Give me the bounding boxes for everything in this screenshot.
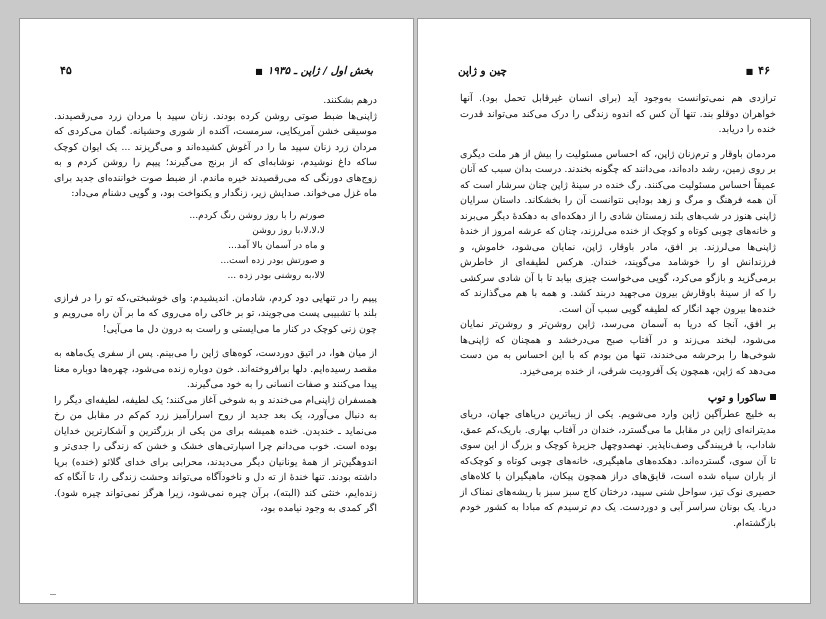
paragraph: مردمان باوقار و ترم‌زنان ژاپن، که احساس مسئولیت را بیش از هر ملت دیگری بر روی زمین، رشد داده‌اند، می‌دانند که چگونه بخندند. درست بدان سبب که آنان عمیقاً احساس مسئولیت می‌کنند. رگ خنده در سینهٔ ژاپن چنان سرشار است که آن همه فرهنگ و مرگ و زهد بودایی نتوانست آن را بخشکاند. داستان سرایان ژاپنی هنوز در شب‌های بلند زمستان شادی را از دهکده‌ای به دهکدهٔ دیگر می‌برند و خانه‌های چوبی کوتاه و کوچک از خنده می‌لرزند، چنان که عرشه امروز از خندهٔ ژاپنی‌ها می‌لرزند. بر افق، مادر باوقار، ژاپن، نمایان می‌شود، خاموش، و فرزندانش او را خوشامد می‌گویند، خندان. هرکس لطیفه‌ای از خاطرش برمی‌گزید و بازگو می‌کرد، گویی می‌خواست چیزی بیابد تا با آن شادی سرکشی را که از سینهٔ باوقارش بیرون می‌جهید دربند کشد. و همه با هم می‌گذارند که خنده‌ها بیرون جهد انگار که لطیفه گویی سبب آن است. xyxy=(460,148,776,315)
separator-icon: ■ xyxy=(255,65,263,76)
right-page-header xyxy=(458,64,770,77)
paragraph: ژاپنی‌ها ضبط صوتی روشن کرده بودند. زنان سپید با مردان زرد می‌رقصیدند. موسیقی خشن آمریکایی، سرمست، آکنده از شوری وحشیانه. گمان می‌کردی که مردان زرد زنان سپید ما را در آغوش کشیده‌اند و می‌گریزند ... یک ایوان کوچک ساکه داغ نوشیدم، نوشابه‌ای که از برنج می‌گیرند؛ پیپم را روشن کردم و به زوج‌های دورنگی که می‌رقصیدند خیره ماندم. از ضبط صوت خواننده‌ای جدید برای ماه غزل می‌خواند. صدایش زیر، زنگدار و یکنواخت بود، و گویی دشنام می‌داد: xyxy=(54,110,377,199)
square-bullet-icon xyxy=(770,394,776,400)
paragraph: به خلیج عطرآگین ژاپن وارد می‌شویم. یکی از زیباترین دریاهای جهان، دریای مدیترانه‌ای ژاپن در مقابل ما می‌گسترد، خندان در آفتاب بهاری. باریک،کم عمق، شاداب، با فریبندگی وصف‌ناپذیر. نهصدوچهل جزیرهٔ کوچک و بزرگ از این سوی تا آن سوی، گسترده‌اند. دهکده‌های ماهیگیری، خانه‌های چوبی کوتاه و کوچک‌که از باران سیاه شده است، قایق‌های دراز همچون پیکان، ماهیگیران با کلاه‌های حصیری نوک تیز، سواحل شنی سپید، درختان کاج سبز سبز با ریشه‌های نمناک از دریا. یک بونان سراسر آبی و دوردست. یک دم ترسیدم که مبادا به کشور خودم بازگشته‌ام. xyxy=(460,409,776,529)
running-head: بخش اول / ژاپن ـ ۱۹۳۵■ xyxy=(255,64,373,77)
page-number: ۴۵ xyxy=(60,64,72,77)
paragraph: بر افق، آنجا که دریا به آسمان می‌رسد، ژاپن روشن‌تر و روشن‌تر نمایان می‌شود، لبخند می‌زند و در آفتاب صبح می‌درخشد و همچنان که ژاپنی‌ها شوخی‌ها را برحرشه می‌خندند، تنها من بودم که با این احساس به من دست می‌دهد که ژاپن، همچون یک آفرودیت شرقی، از خنده برمی‌خیزد. xyxy=(460,319,776,377)
verse-line: و ماه در آسمان بالا آمد... xyxy=(228,239,325,251)
verse-line: لا،لا،لا،با روز روشن xyxy=(252,224,325,236)
page-corner-mark xyxy=(50,594,56,595)
left-page xyxy=(19,18,414,604)
running-head: چین و ژاپن xyxy=(458,64,507,77)
left-page-body xyxy=(54,93,377,517)
paragraph: ترازدی هم نمی‌توانست به‌وجود آید (برای انسان غیرقابل تحمل بود). آنها خواهران دوقلو بند. تنها آن کس که اندوه زندگی را درک می‌کند می‌تواند قدرت خنده را دریابد. xyxy=(460,93,776,135)
paragraph: پیپم را در تنهایی دود کردم، شادمان. اندیشیدم: وای خوشبختی،که تو را در فرازی بلند با تشبیبی پست می‌جویند، تو بر خاکی راه می‌روی که ما بر آن راه می‌رویم و چون زنی کوچک در کنار ما می‌ایستی و راست به درون دل ما می‌آیی! xyxy=(54,292,377,335)
paragraph: همسفران ژاپنی‌ام می‌خندند و به شوخی آغاز می‌کنند؛ یک لطیفه، لطیفه‌ای دیگر را به دنبال می‌آورد، یک بعد جدید از روح اسرارآمیز زرد کم‌کم در مقابل من رخ می‌نماید ـ خندیدن. خنده همیشه برای من یکی از بزرگترین و آشکارترین خدایان بوده است. خوب می‌دانم چرا اسپارتی‌های خشک و خشن که زندگی را جدی‌تر و اندوهگین‌تر از همهٔ یونانیان دیگر می‌دیدند، محرابی برای خدای گلائو (خنده) برپا داشته بودند. تنها خندهٔ از ته دل و ناخودآگاه می‌تواند وحشت زندگی را، تا آنگاه که زنده‌ایم، خنثی کند (البته)، برآن چیره نمی‌شود، زیرا هرگز نمی‌تواند چیره شود). اگر کمدی به وجود نیامده بود، xyxy=(54,394,377,514)
separator-icon: ■ xyxy=(745,66,754,76)
verse-line: صورتم را با روز روشن رنگ کردم... xyxy=(189,209,325,221)
right-page-body xyxy=(460,91,776,531)
poem-verse xyxy=(54,208,377,283)
verse-line: لالا،به روشنی بودر زده ... xyxy=(227,269,325,281)
left-page-header xyxy=(60,64,373,77)
right-page xyxy=(417,18,811,604)
paragraph: از میان هوا، در اتیق دوردست، کوه‌های ژاپن را می‌بینم. پس از سفری یک‌ماهه به مقصد رسیده‌ایم. دلها برافروخته‌اند. خون دوباره زنده می‌شود، چهره‌ها دوباره معنا پیدا می‌کنند و صفات انسانی را به خود می‌گیرند. xyxy=(54,348,377,390)
paragraph: درهم بشکنند. xyxy=(323,95,377,106)
verse-line: و صورتش بودر زده است... xyxy=(220,254,325,266)
page-number: ۴۶■ xyxy=(745,64,770,77)
section-heading: ساکورا و توپ xyxy=(460,391,776,407)
